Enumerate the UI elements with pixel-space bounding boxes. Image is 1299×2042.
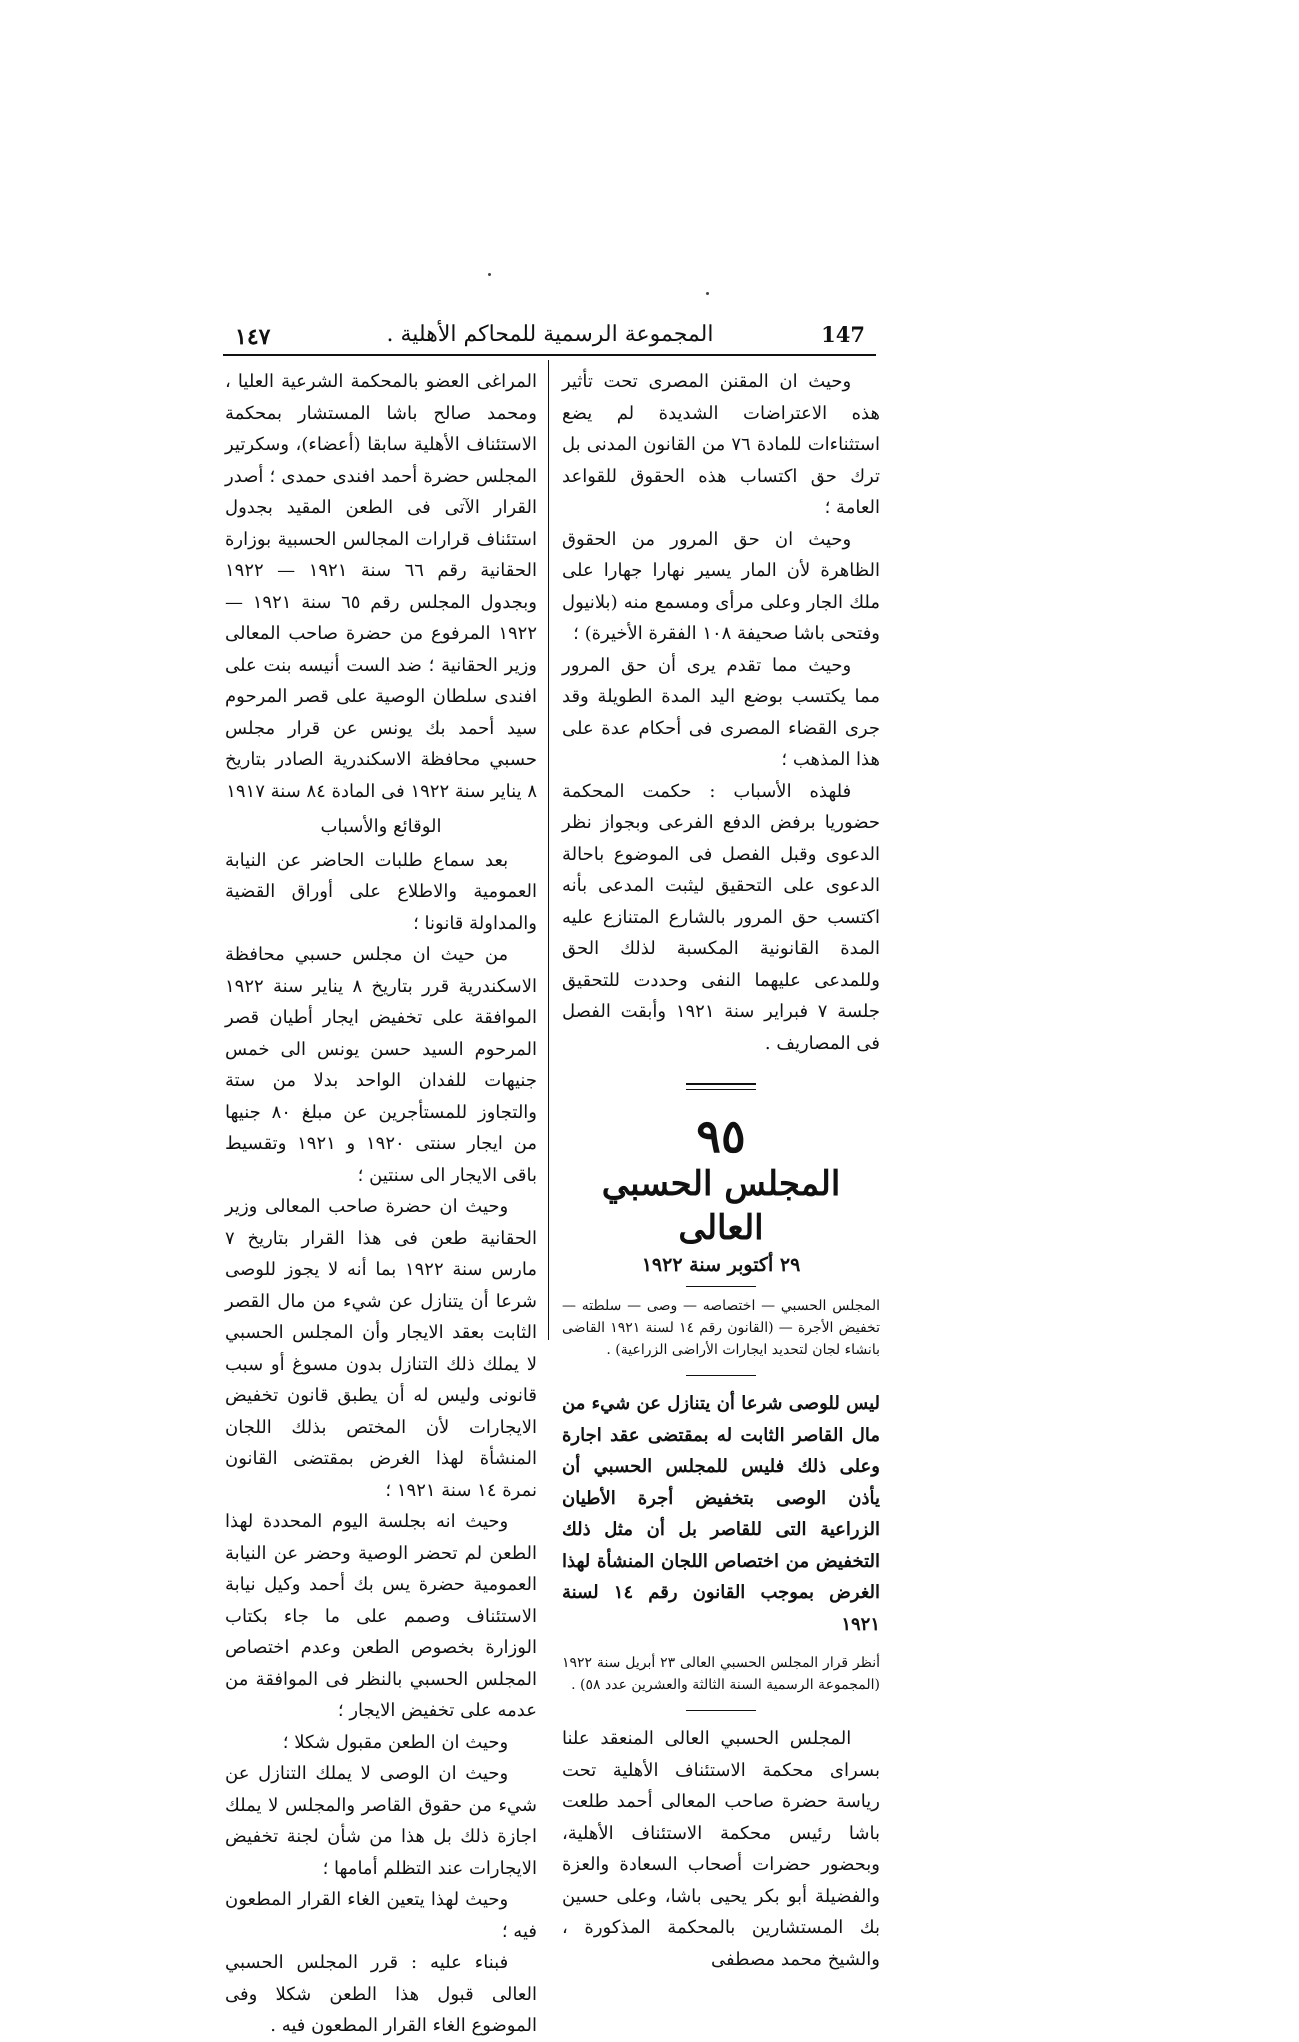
- court-composition: المجلس الحسبي العالى المنعقد علنا بسراى محكمة الاستئناف الأهلية تحت رياسة حضرة صاحب المعالى أحمد طلعت باشا رئيس محكمة الاستئناف الأهلية، وبحضور حضرات أصحاب السعادة والعزة والفضيلة أبو بكر يحيى باشا، وعلى حسين بك المستشارين بالمحكمة المذكورة ، والشيخ محمد مصطفى: [562, 1728, 880, 1970]
- page-number-arabic: ١٤٧: [235, 324, 271, 350]
- short-rule: [686, 1375, 756, 1376]
- body-paragraph: وحيث لهذا يتعين الغاء القرار المطعون فيه ؛: [225, 1889, 537, 1942]
- page-number-latin: 147: [821, 322, 865, 347]
- running-title: المجموعة الرسمية للمحاكم الأهلية .: [386, 322, 714, 347]
- case-date: ٢٩ أكتوبر سنة ١٩٢٢: [641, 1254, 801, 1276]
- body-paragraph: وحيث مما تقدم يرى أن حق المرور مما يكتسب بوضع اليد المدة الطويلة وقد جرى القضاء المصرى فى أحكام عدة على هذا المذهب ؛: [562, 654, 880, 770]
- body-paragraph: وحيث ان المقنن المصرى تحت تأثير هذه الاعتراضات الشديدة لم يضع استثناءات للمادة ٧٦ من القانون المدنى بل ترك حق اكتساب هذه الحقوق للقواعد العامة ؛: [562, 371, 881, 518]
- column-divider: [548, 360, 549, 1340]
- case-holding: ليس للوصى شرعا أن يتنازل عن شيء من مال القاصر الثابت له بمقتضى عقد اجارة وعلى ذلك فليس للمجلس الحسبي أن يأذن الوصى بتخفيض أجرة الأطيان الزراعية التى للقاصر بل أن مثل ذلك التخفيض من اختصاص اللجان المنشأة لهذا الغرض بموجب القانون رقم ١٤ لسنة ١٩٢١: [562, 1393, 880, 1635]
- scan-speck: [706, 292, 709, 295]
- court-name: المجلس الحسبي العالى: [601, 1164, 841, 1248]
- case-keywords: المجلس الحسبي — اختصاصه — وصى — سلطته — تخفيض الأجرة — (القانون رقم ١٤ لسنة ١٩٢١ القاضى بانشاء لجان لتحديد ايجارات الأراضى الزراعية) .: [562, 1298, 880, 1358]
- body-paragraph: وحيث ان الوصى لا يملك التنازل عن شيء من حقوق القاصر والمجلس لا يملك اجازة ذلك بل هذا من شأن لجنة تخفيض الايجارات عند التظلم أمامها ؛: [225, 1763, 537, 1879]
- page-header: [225, 318, 875, 358]
- section-heading: الوقائع والأسباب: [320, 816, 442, 837]
- body-paragraph: وحيث ان الطعن مقبول شكلا ؛: [282, 1731, 509, 1753]
- section-separator: [686, 1083, 756, 1090]
- body-paragraph: المراغى العضو بالمحكمة الشرعية العليا ، ومحمد صالح باشا المستشار بمحكمة الاستئناف الأهلية سابقا (أعضاء)، وسكرتير المجلس حضرة أحمد افندى حمدى ؛ أصدر القرار الآتى فى الطعن المقيد بجدول استئناف قرارات المجالس الحسبية بوزارة الحقانية رقم ٦٦ سنة ١٩٢١ — ١٩٢٢ وبجدول المجلس رقم ٦٥ سنة ١٩٢١ — ١٩٢٢ المرفوع من حضرة صاحب المعالى وزير الحقانية ؛ ضد الست أنيسه بنت على افندى سلطان الوصية على قصر المرحوم سيد أحمد بك يونس عن قرار مجلس حسبي محافظة الاسكندرية الصادر بتاريخ ٨ يناير سنة ١٩٢٢ فى المادة ٨٤ سنة ١٩١٧: [225, 371, 537, 802]
- short-rule: [686, 1286, 756, 1287]
- body-paragraph: من حيث ان مجلس حسبي محافظة الاسكندرية قرر بتاريخ ٨ يناير سنة ١٩٢٢ الموافقة على تخفيض ايجار أطيان قصر المرحوم السيد حسن يونس الى خمس جنيهات للفدان الواحد بدلا من ستة والتجاوز للمستأجرين عن مبلغ ٨٠ جنيها من ايجار سنتى ١٩٢٠ و ١٩٢١ وتقسيط باقى الايجار الى سنتين ؛: [225, 944, 538, 1186]
- body-paragraph: بعد سماع طلبات الحاضر عن النيابة العمومية والاطلاع على أوراق القضية والمداولة قانونا ؛: [225, 849, 537, 934]
- case-reference: أنظر قرار المجلس الحسبي العالى ٢٣ أبريل سنة ١٩٢٢ (المجموعة الرسمية السنة الثالثة والعشرين عدد ٥٨) .: [562, 1655, 880, 1693]
- left-column: [225, 366, 537, 2042]
- header-rule: [223, 354, 876, 356]
- case-number: ٩٥: [696, 1109, 746, 1163]
- scan-speck: [488, 273, 491, 276]
- decision-paragraph: فبناء عليه : قرر المجلس الحسبي العالى قبول هذا الطعن شكلا وفى الموضوع الغاء القرار المطعون فيه .: [225, 1952, 537, 2036]
- short-rule: [686, 1710, 756, 1711]
- body-paragraph: وحيث ان حق المرور من الحقوق الظاهرة لأن المار يسير نهارا جهارا على ملك الجار وعلى مرأى ومسمع منه (بلانيول وفتحى باشا صحيفة ١٠٨ الفقرة الأخيرة) ؛: [562, 528, 880, 644]
- body-paragraph: وحيث ان حضرة صاحب المعالى وزير الحقانية طعن فى هذا القرار بتاريخ ٧ مارس سنة ١٩٢٢ بما أنه لا يجوز للوصى شرعا أن يتنازل عن شيء من مال القصر الثابت بعقد الايجار وأن المجلس الحسبي لا يملك ذلك التنازل بدون مسوغ أو سبب قانونى وليس له أن يطبق قانون تخفيض الايجارات لأن المختص بذلك اللجان المنشأة لهذا الغرض بمقتضى القانون نمرة ١٤ سنة ١٩٢١ ؛: [225, 1196, 537, 1501]
- ruling-paragraph: فلهذه الأسباب : حكمت المحكمة حضوريا برفض الدفع الفرعى وبجواز نظر الدعوى وقبل الفصل فى الموضوع باحالة الدعوى على التحقيق ليثبت المدعى بأنه اكتسب حق المرور بالشارع المتنازع عليه المدة القانونية المكسبة لذلك الحق وللمدعى عليهما النفى وحددت للتحقيق جلسة ٧ فبراير سنة ١٩٢١ وأبقت الفصل فى المصاريف .: [562, 780, 881, 1054]
- right-column: [562, 366, 880, 1975]
- body-paragraph: وحيث انه بجلسة اليوم المحددة لهذا الطعن لم تحضر الوصية وحضر عن النيابة العمومية حضرة يس بك أحمد وكيل نيابة الاستئناف وصمم على ما جاء بكتاب الوزارة بخصوص الطعن وعدم اختصاص المجلس الحسبي بالنظر فى الموافقة من عدمه على تخفيض الايجار ؛: [225, 1511, 537, 1721]
